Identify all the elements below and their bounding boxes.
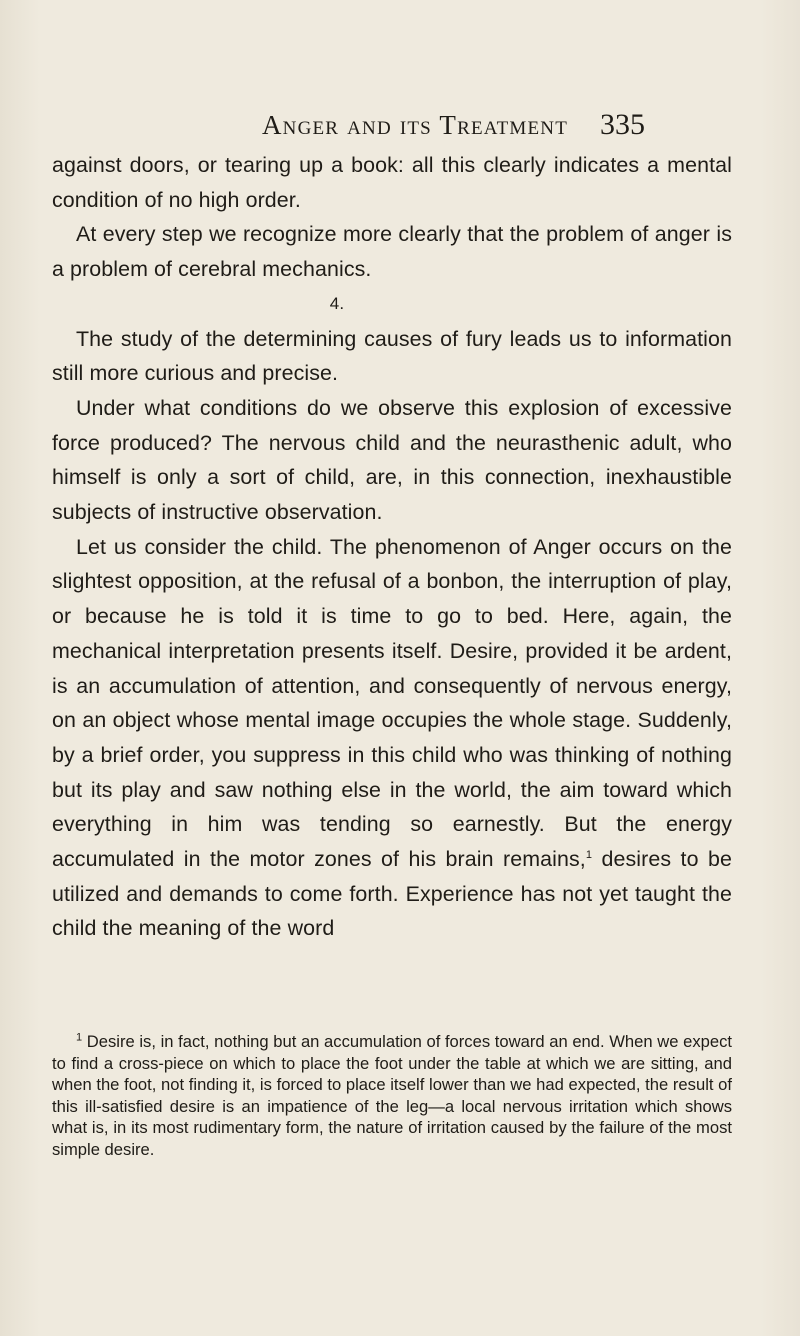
paragraph: The study of the determining causes of fury leads us to information still more curious and precise. (52, 326, 732, 386)
paragraph: Under what conditions do we observe this explosion of excessive force produced? The nervous child and the neurasthenic adult, who himself is only a sort of child, are, in this connection, inexhaustible subjects of instructive observation. (52, 395, 732, 525)
footnote-reference: 1 (585, 848, 593, 861)
section-number: 4. (329, 293, 345, 313)
running-title: Anger and its Treatment (261, 110, 569, 140)
paragraph: At every step we recognize more clearly that the problem of anger is a problem of cerebral mechanics. (52, 222, 732, 282)
footnote (52, 1031, 732, 1161)
paragraph: against doors, or tearing up a book: all this clearly indicates a mental condition of no high order. (52, 153, 732, 212)
footnote-text: Desire is, in fact, nothing but an accumulation of forces toward an end. When we expect to find a cross-piece on which to place the foot under the table at which we are sitting, and when the foot, not finding it, is forced to place itself lower than we had expected, the result of this ill-satisfied desire is an impatience of the leg—a local nervous irritation which shows what is, in its most rudimentary form, the nature of irritation caused by the failure of the most simple desire. (52, 1032, 732, 1159)
footnotes (52, 1031, 732, 1161)
footnote-marker: 1 (76, 1031, 83, 1044)
page-header (0, 110, 800, 150)
page-number: 335 (600, 108, 645, 141)
body-text (52, 148, 732, 946)
paragraph (52, 530, 732, 946)
paragraph-text: Let us consider the child. The phenomenon of Anger occurs on the slightest opposition, at the refusal of a bonbon, the interruption of play, or because he is told it is time to go to bed. Here, again, the mechanical interpretation presents itself. Desire, provided it be ardent, is an accumulation of attention, and consequently of nervous energy, on an object whose mental image occupies the whole stage. Suddenly, by a brief order, you suppress in this child who was thinking of nothing but its play and saw nothing else in the world, the aim toward which everything in him was tending so earnestly. But the energy accumulated in the motor zones of his brain remains, (52, 534, 732, 872)
paragraph-continuation: desires to be utilized and demands to come forth. Experience has not yet taught the child the meaning of the word (52, 847, 733, 941)
